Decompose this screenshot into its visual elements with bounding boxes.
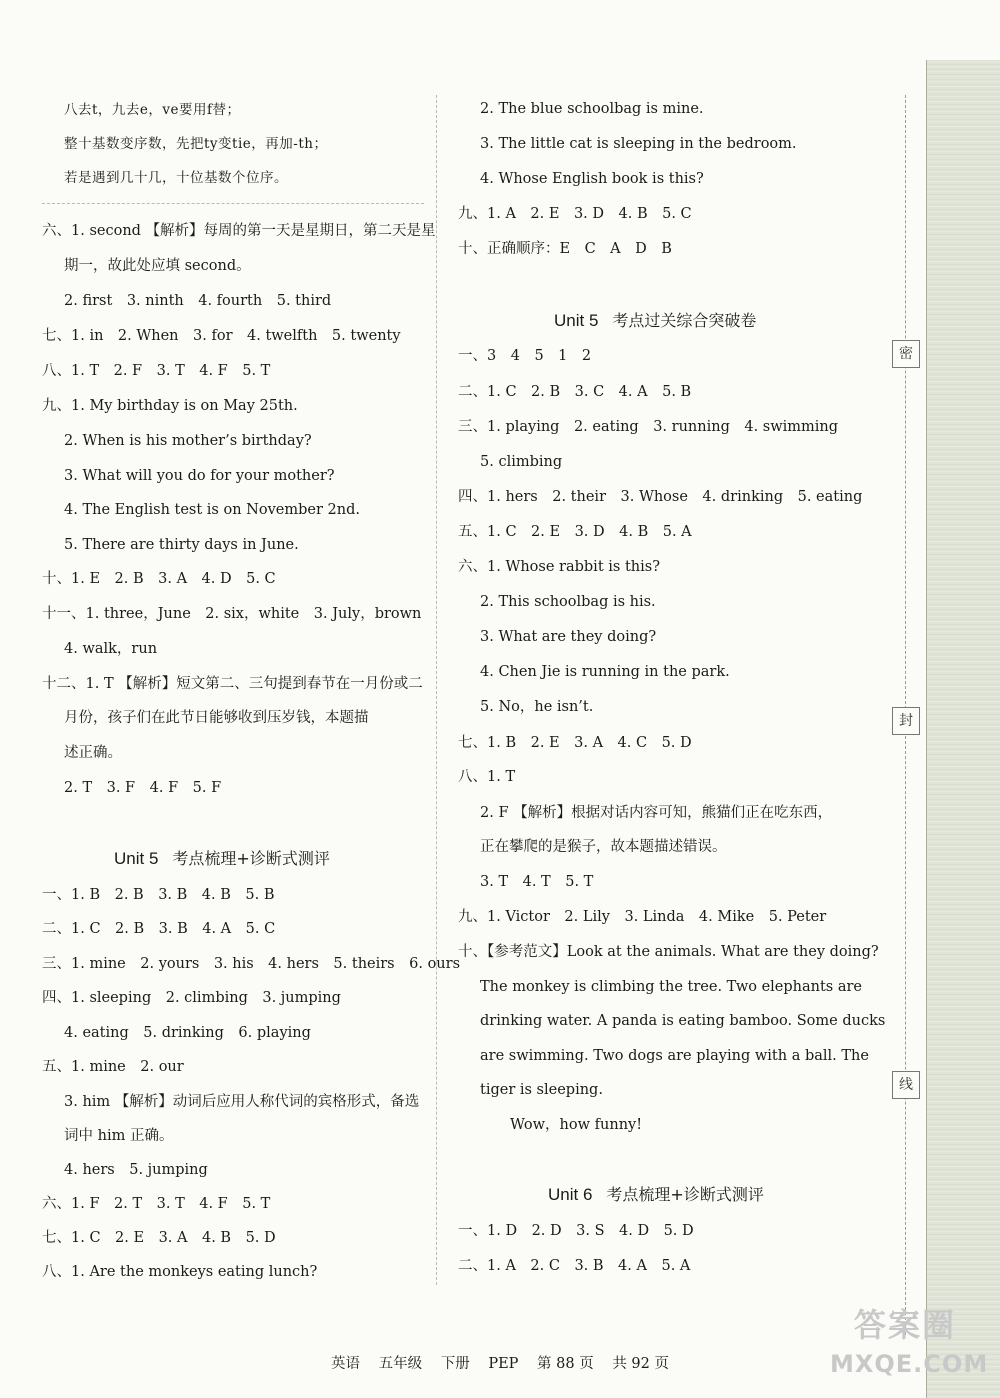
answer-line: 2. The blue schoolbag is mine. <box>480 101 704 117</box>
answer-line: 3. What will you do for your mother? <box>64 468 335 484</box>
answer-line: 述正确。 <box>64 745 122 761</box>
answer-line: 4. Whose English book is this? <box>480 171 704 187</box>
answer-line: are swimming. Two dogs are playing with a ball. The <box>480 1048 869 1064</box>
section-heading <box>114 848 330 870</box>
answer-line: 4. eating 5. drinking 6. playing <box>64 1025 311 1041</box>
answer-line: 八、1. T 2. F 3. T 4. F 5. T <box>42 363 271 379</box>
answer-line: 5. There are thirty days in June. <box>64 537 299 553</box>
answer-line: 3. T 4. T 5. T <box>480 874 594 890</box>
answer-line: 期一，故此处应填 second。 <box>64 258 251 274</box>
answer-line: 六、1. Whose rabbit is this? <box>458 559 660 575</box>
answer-line: 八、1. T <box>458 769 516 785</box>
answer-line: 六、1. second 【解析】每周的第一天是星期日，第二天是星 <box>42 223 436 239</box>
footer-volume: 下册 <box>440 1356 470 1372</box>
page-edge-strip <box>926 60 1000 1398</box>
seal-mark: 封 <box>892 707 920 735</box>
tip-line: 整十基数变序数，先把ty变tie，再加-th； <box>64 136 328 152</box>
answer-line: 5. climbing <box>480 454 563 470</box>
answer-line: 二、1. C 2. B 3. B 4. A 5. C <box>42 921 276 937</box>
footer-page: 第 88 页 <box>537 1356 594 1372</box>
answer-line: 4. Chen Jie is running in the park. <box>480 664 730 680</box>
heading-unit: Unit 5 <box>554 311 599 330</box>
tip-line: 八去t，九去e，ve要用f替； <box>64 102 241 118</box>
answer-line: 月份，孩子们在此节日能够收到压岁钱，本题描 <box>64 710 369 726</box>
tip-line: 若是遇到几十几，十位基数个位序。 <box>64 170 288 186</box>
answer-line: 2. When is his mother’s birthday? <box>64 433 312 449</box>
answer-line: 4. The English test is on November 2nd. <box>64 502 360 518</box>
answer-line: 3. The little cat is sleeping in the bedroom. <box>480 136 797 152</box>
answer-line: 二、1. C 2. B 3. C 4. A 5. B <box>458 384 692 400</box>
answer-line: 十二、1. T 【解析】短文第二、三句提到春节在一月份或二 <box>42 676 423 692</box>
section-heading <box>548 1184 764 1206</box>
answer-line: 十、1. E 2. B 3. A 4. D 5. C <box>42 571 276 587</box>
footer-edition: PEP <box>488 1356 519 1372</box>
answer-line: 一、1. D 2. D 3. S 4. D 5. D <box>458 1223 694 1239</box>
answer-line: 一、3 4 5 1 2 <box>458 348 592 364</box>
answer-line: 七、1. C 2. E 3. A 4. B 5. D <box>42 1230 276 1246</box>
heading-title: 考点梳理+诊断式测评 <box>606 1185 764 1204</box>
answer-line: 九、1. A 2. E 3. D 4. B 5. C <box>458 206 692 222</box>
section-heading <box>554 310 756 332</box>
answer-line: 2. first 3. ninth 4. fourth 5. third <box>64 293 332 309</box>
seal-mark: 线 <box>892 1071 920 1099</box>
answer-line: 2. This schoolbag is his. <box>480 594 656 610</box>
answer-line: 五、1. mine 2. our <box>42 1059 184 1075</box>
answer-line: 十、【参考范文】Look at the animals. What are they doing? <box>458 944 879 960</box>
watermark-text: 答案圈 <box>853 1306 956 1344</box>
answer-line: 一、1. B 2. B 3. B 4. B 5. B <box>42 887 275 903</box>
answer-line: 七、1. B 2. E 3. A 4. C 5. D <box>458 735 692 751</box>
answer-line: 3. him 【解析】动词后应用人称代词的宾格形式，备选 <box>64 1094 420 1110</box>
seal-mark: 密 <box>892 340 920 368</box>
answer-line: 5. No，he isn’t. <box>480 699 594 715</box>
footer-grade: 五年级 <box>378 1356 423 1372</box>
answer-line: 九、1. My birthday is on May 25th. <box>42 398 298 414</box>
answer-line: 二、1. A 2. C 3. B 4. A 5. A <box>458 1258 691 1274</box>
column-divider <box>436 95 437 1285</box>
answer-line: 十一、1. three，June 2. six，white 3. July，brown <box>42 606 422 622</box>
answer-line: 4. walk，run <box>64 641 158 657</box>
answer-line: 词中 him 正确。 <box>64 1128 174 1144</box>
answer-line: 六、1. F 2. T 3. T 4. F 5. T <box>42 1196 271 1212</box>
answer-line: 四、1. hers 2. their 3. Whose 4. drinking 5. eating <box>458 489 863 505</box>
heading-unit: Unit 5 <box>114 849 159 868</box>
answer-line: Wow，how funny! <box>510 1117 643 1133</box>
answer-line: 七、1. in 2. When 3. for 4. twelfth 5. twenty <box>42 328 401 344</box>
footer-subject: 英语 <box>331 1356 360 1372</box>
heading-title: 考点过关综合突破卷 <box>612 311 757 330</box>
answer-line: 2. F 【解析】根据对话内容可知，熊猫们正在吃东西， <box>480 805 833 821</box>
answer-line: tiger is sleeping. <box>480 1082 603 1098</box>
answer-line: 三、1. playing 2. eating 3. running 4. swimming <box>458 419 839 435</box>
answer-line: 正在攀爬的是猴子，故本题描述错误。 <box>480 839 727 855</box>
answer-line: The monkey is climbing the tree. Two elephants are <box>480 979 863 995</box>
answer-line: 五、1. C 2. E 3. D 4. B 5. A <box>458 524 692 540</box>
answer-line: 三、1. mine 2. yours 3. his 4. hers 5. theirs 6. ours <box>42 956 461 972</box>
answer-line: 四、1. sleeping 2. climbing 3. jumping <box>42 990 341 1006</box>
heading-title: 考点梳理+诊断式测评 <box>172 849 330 868</box>
answer-line: 4. hers 5. jumping <box>64 1162 208 1178</box>
answer-line: 八、1. Are the monkeys eating lunch? <box>42 1264 318 1280</box>
tip-divider <box>42 203 424 204</box>
answer-line: 3. What are they doing? <box>480 629 657 645</box>
answer-line: 十、正确顺序：E C A D B <box>458 241 672 257</box>
answer-line: drinking water. A panda is eating bamboo. Some ducks <box>480 1013 886 1029</box>
watermark-url: MXQE.COM <box>830 1350 989 1378</box>
watermark-logo <box>830 1300 989 1390</box>
heading-unit: Unit 6 <box>548 1185 593 1204</box>
answer-line: 2. T 3. F 4. F 5. F <box>64 780 222 796</box>
answer-line: 九、1. Victor 2. Lily 3. Linda 4. Mike 5. Peter <box>458 909 827 925</box>
footer-total: 共 92 页 <box>612 1356 669 1372</box>
